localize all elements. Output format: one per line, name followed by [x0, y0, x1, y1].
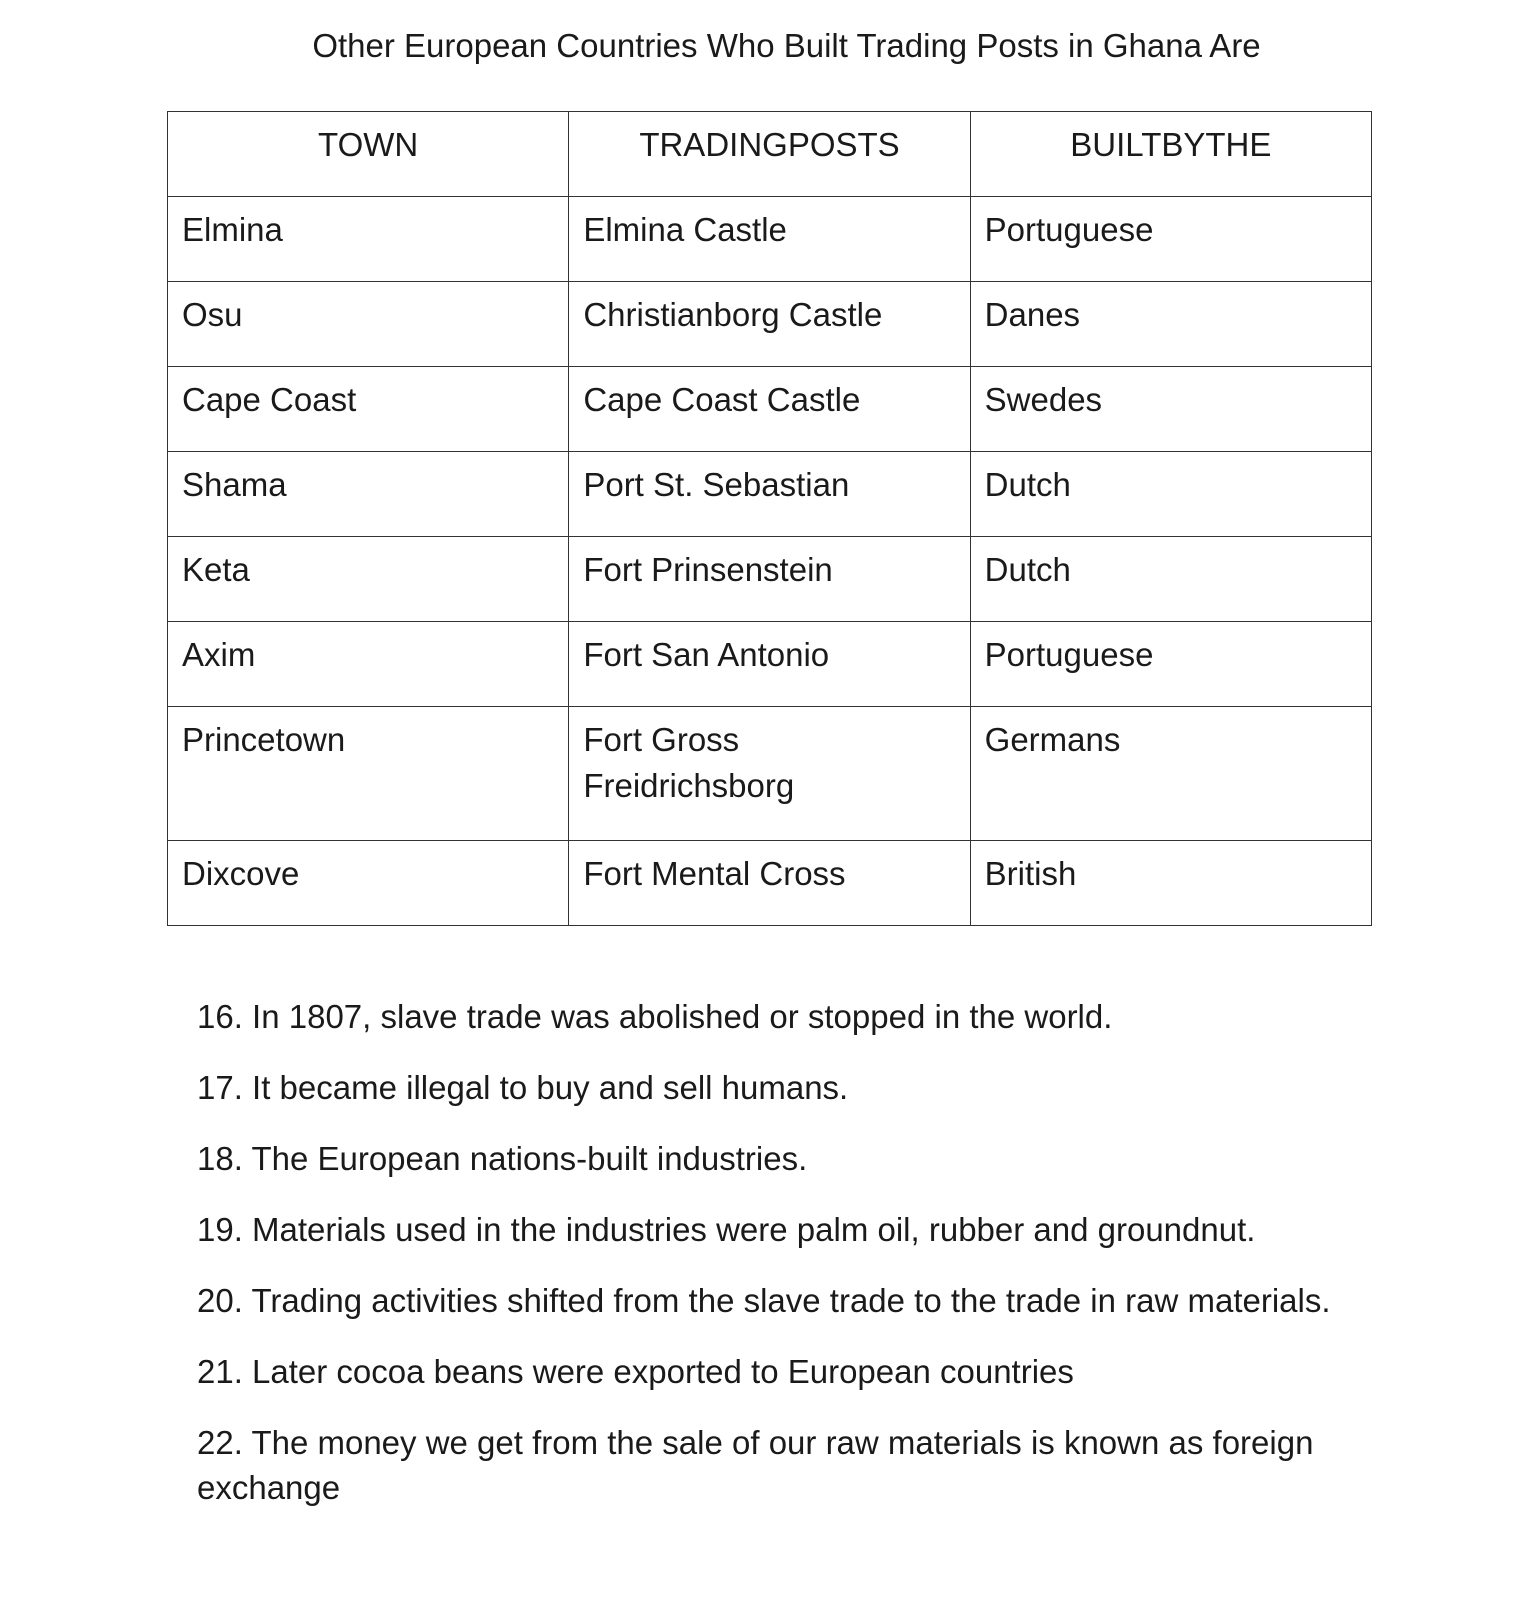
cell-trading-post: Elmina Castle: [569, 197, 970, 282]
header-built-by: BUILTBYTHE: [970, 112, 1371, 197]
cell-town: Osu: [168, 282, 569, 367]
cell-town: Shama: [168, 452, 569, 537]
cell-town: Axim: [168, 622, 569, 707]
cell-built-by: Portuguese: [970, 622, 1371, 707]
cell-town: Cape Coast: [168, 367, 569, 452]
header-town: TOWN: [168, 112, 569, 197]
list-item: 21. Later cocoa beans were exported to European countries: [197, 1353, 1074, 1390]
table-row: [168, 622, 1372, 707]
header-trading-posts: TRADINGPOSTS: [569, 112, 970, 197]
cell-town: Elmina: [168, 197, 569, 282]
table-row: [168, 197, 1372, 282]
cell-built-by: Germans: [970, 707, 1371, 841]
cell-built-by: Portuguese: [970, 197, 1371, 282]
cell-built-by: British: [970, 841, 1371, 926]
cell-trading-post: Fort Mental Cross: [569, 841, 970, 926]
cell-town: Dixcove: [168, 841, 569, 926]
cell-town: Princetown: [168, 707, 569, 841]
cell-built-by: Dutch: [970, 452, 1371, 537]
cell-trading-post: Cape Coast Castle: [569, 367, 970, 452]
table-row: [168, 537, 1372, 622]
list-item: 18. The European nations-built industries.: [197, 1140, 808, 1177]
cell-built-by: Danes: [970, 282, 1371, 367]
list-item: 17. It became illegal to buy and sell humans.: [197, 1069, 849, 1106]
cell-built-by: Swedes: [970, 367, 1371, 452]
table-row: [168, 707, 1372, 841]
cell-trading-post: Port St. Sebastian: [569, 452, 970, 537]
page-title: Other European Countries Who Built Trading Posts in Ghana Are: [312, 27, 1261, 64]
list-item: 16. In 1807, slave trade was abolished or stopped in the world.: [197, 998, 1113, 1035]
list-item: 19. Materials used in the industries were palm oil, rubber and groundnut.: [197, 1211, 1256, 1248]
cell-built-by: Dutch: [970, 537, 1371, 622]
numbered-facts-list: [197, 994, 1347, 1536]
cell-town: Keta: [168, 537, 569, 622]
cell-trading-post: Fort San Antonio: [569, 622, 970, 707]
table-row: [168, 367, 1372, 452]
cell-trading-post: Fort Prinsenstein: [569, 537, 970, 622]
cell-trading-post: Christianborg Castle: [569, 282, 970, 367]
table-row: [168, 452, 1372, 537]
list-item: 20. Trading activities shifted from the slave trade to the trade in raw materials.: [197, 1282, 1331, 1319]
cell-trading-post: Fort Gross Freidrichsborg: [569, 707, 970, 841]
table-header-row: [168, 112, 1372, 197]
trading-posts-table: [167, 111, 1372, 926]
table-row: [168, 282, 1372, 367]
table-row: [168, 841, 1372, 926]
list-item: 22. The money we get from the sale of our raw materials is known as foreign exchange: [197, 1424, 1314, 1506]
